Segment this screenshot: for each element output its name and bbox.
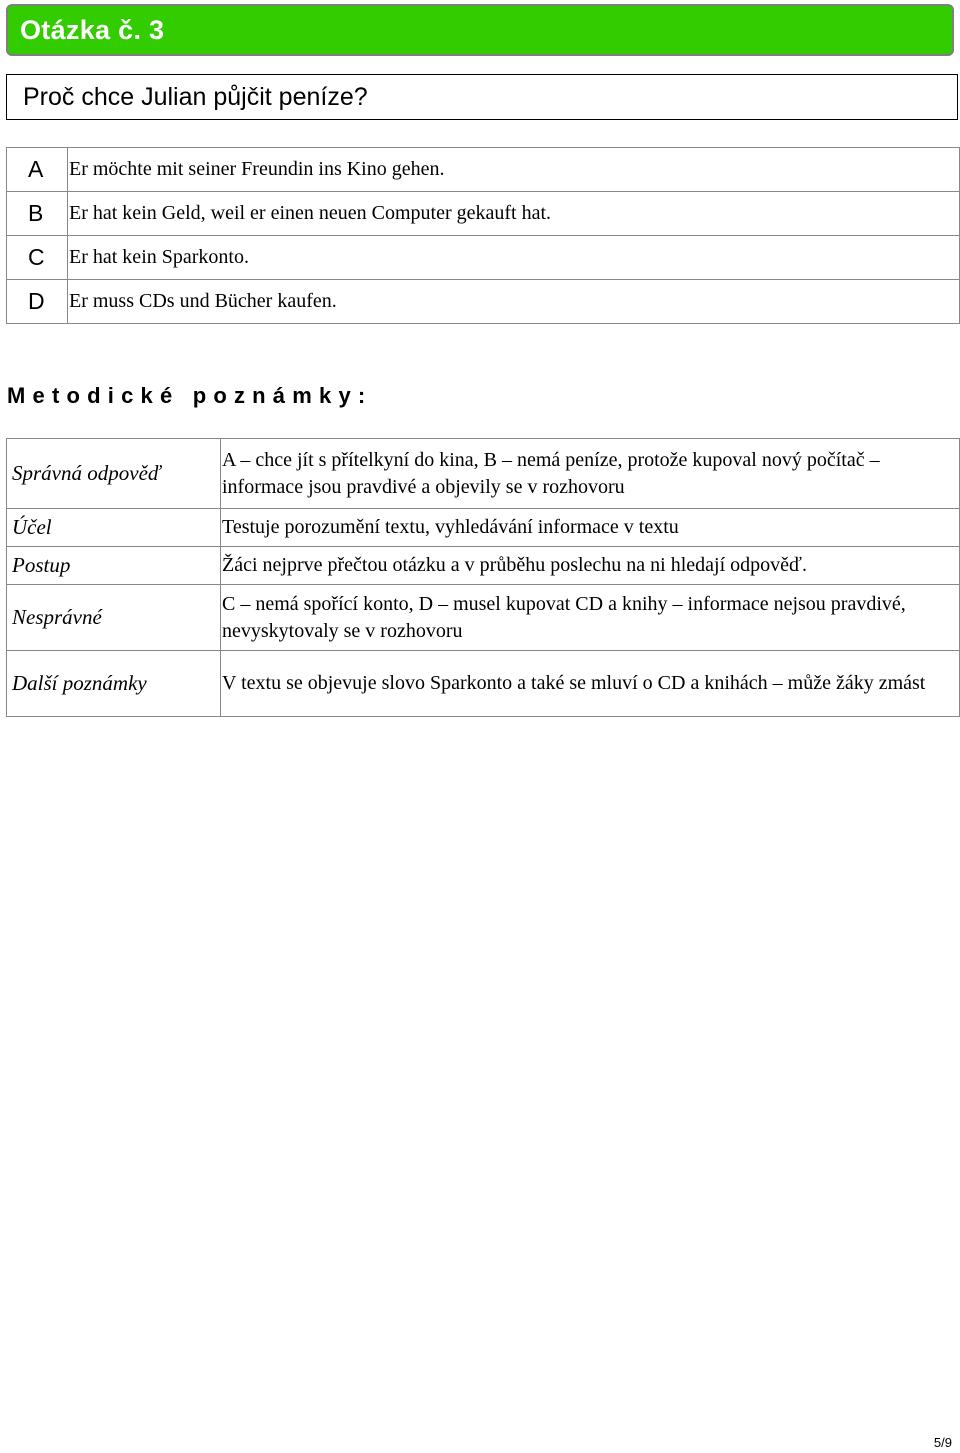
option-letter: B bbox=[7, 192, 68, 236]
notes-heading: Metodické poznámky: bbox=[7, 383, 373, 408]
notes-label: Účel bbox=[7, 509, 221, 547]
notes-row bbox=[7, 547, 960, 585]
option-text: Er muss CDs und Bücher kaufen. bbox=[68, 280, 960, 324]
option-text: Er hat kein Sparkonto. bbox=[68, 236, 960, 280]
option-text: Er möchte mit seiner Freundin ins Kino gehen. bbox=[68, 148, 960, 192]
option-letter: A bbox=[7, 148, 68, 192]
option-row bbox=[7, 280, 960, 324]
notes-value: A – chce jít s přítelkyní do kina, B – nemá peníze, protože kupoval nový počítač – informace jsou pravdivé a objevily se v rozhovoru bbox=[221, 439, 960, 509]
notes-row bbox=[7, 439, 960, 509]
notes-value: V textu se objevuje slovo Sparkonto a také se mluví o CD a knihách – může žáky zmást bbox=[221, 651, 960, 717]
notes-label: Postup bbox=[7, 547, 221, 585]
notes-row bbox=[7, 651, 960, 717]
question-header bbox=[6, 4, 954, 56]
notes-label: Nesprávné bbox=[7, 585, 221, 651]
method-notes-table bbox=[6, 438, 960, 717]
notes-value: Žáci nejprve přečtou otázku a v průběhu poslechu na ni hledají odpověď. bbox=[221, 547, 960, 585]
notes-value: Testuje porozumění textu, vyhledávání informace v textu bbox=[221, 509, 960, 547]
answer-options-table bbox=[6, 147, 960, 324]
question-text: Proč chce Julian půjčit peníze? bbox=[23, 83, 368, 111]
question-box bbox=[6, 74, 958, 120]
option-row bbox=[7, 236, 960, 280]
option-row bbox=[7, 192, 960, 236]
notes-label: Správná odpověď bbox=[7, 439, 221, 509]
notes-label: Další poznámky bbox=[7, 651, 221, 717]
option-row bbox=[7, 148, 960, 192]
notes-row bbox=[7, 509, 960, 547]
notes-row bbox=[7, 585, 960, 651]
page-number: 5/9 bbox=[933, 1435, 952, 1450]
option-letter: C bbox=[7, 236, 68, 280]
option-letter: D bbox=[7, 280, 68, 324]
option-text: Er hat kein Geld, weil er einen neuen Computer gekauft hat. bbox=[68, 192, 960, 236]
notes-value: C – nemá spořící konto, D – musel kupovat CD a knihy – informace nejsou pravdivé, nevyskytovaly se v rozhovoru bbox=[221, 585, 960, 651]
question-number: Otázka č. 3 bbox=[20, 15, 165, 45]
